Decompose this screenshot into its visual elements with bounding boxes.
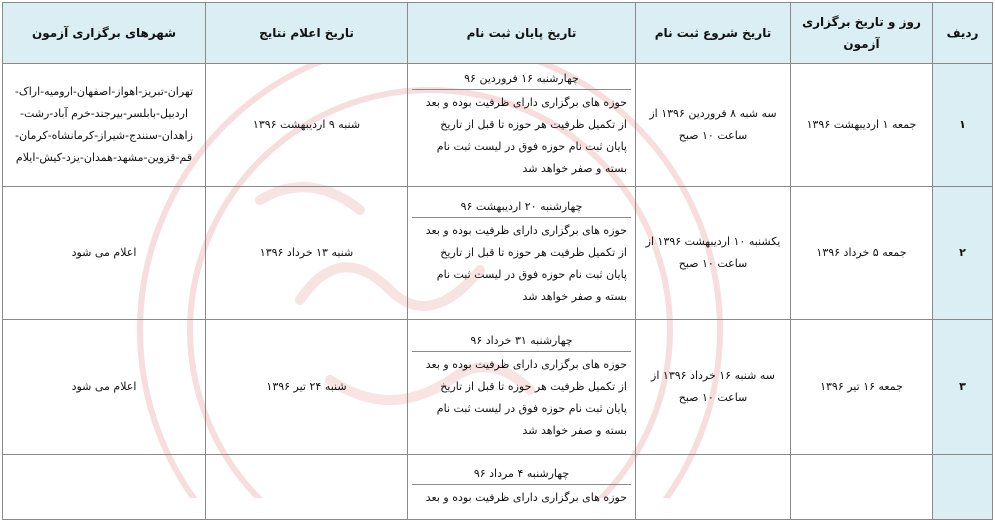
cities-cell: اعلام می شود xyxy=(3,320,206,455)
row-index xyxy=(933,455,993,520)
registration-start-cell: سه شبه ۸ فروردین ۱۳۹۶ از ساعت ۱۰ صبح xyxy=(636,64,791,187)
results-date-cell: شنبه ۹ اردیبهشت ۱۳۹۶ xyxy=(206,64,408,187)
results-date-cell: شنبه ۲۴ تیر ۱۳۹۶ xyxy=(206,320,408,455)
registration-start-cell xyxy=(636,455,791,520)
results-date-cell: شنبه ۱۳ خرداد ۱۳۹۶ xyxy=(206,187,408,320)
exam-date-cell: جمعه ۱ اردیبهشت ۱۳۹۶ xyxy=(791,64,933,187)
exam-schedule-table xyxy=(2,2,993,520)
results-date-cell xyxy=(206,455,408,520)
table-header-row xyxy=(3,3,993,64)
registration-start-cell: سه شنبه ۱۶ خرداد ۱۳۹۶ از ساعت ۱۰ صبح xyxy=(636,320,791,455)
row-index: ۳ xyxy=(933,320,993,455)
table-row xyxy=(3,455,993,520)
header-cities: شهرهای برگزاری آزمون xyxy=(3,3,206,64)
table-row xyxy=(3,64,993,187)
registration-end-cell xyxy=(408,455,636,520)
registration-end-cell xyxy=(408,187,636,320)
header-results-date: تاریخ اعلام نتایج xyxy=(206,3,408,64)
registration-end-date: چهارشنبه ۲۰ اردیبهشت ۹۶ xyxy=(412,197,631,218)
header-exam-date: روز و تاریخ برگزاری آزمون xyxy=(791,3,933,64)
row-index: ۲ xyxy=(933,187,993,320)
registration-end-cell xyxy=(408,320,636,455)
header-index: ردیف xyxy=(933,3,993,64)
header-registration-start: تاریخ شروع ثبت نام xyxy=(636,3,791,64)
exam-date-cell xyxy=(791,455,933,520)
registration-end-date: چهارشنبه ۴ مرداد ۹۶ xyxy=(412,464,631,485)
cities-cell xyxy=(3,455,206,520)
header-registration-end: تاریخ پایان ثبت نام xyxy=(408,3,636,64)
registration-end-note: حوزه های برگزاری دارای ظرفیت بوده و بعد xyxy=(425,490,627,504)
registration-end-note: حوزه های برگزاری دارای ظرفیت بوده و بعد از تکمیل ظرفیت هر حوزه تا قبل از تاریخ پایان ثبت نام حوزه فوق در لیست ثبت نام بسته و صفر خواهد شد xyxy=(425,223,627,303)
cities-cell: اعلام می شود xyxy=(3,187,206,320)
registration-end-note: حوزه های برگزاری دارای ظرفیت بوده و بعد از تکمیل ظرفیت هر حوزه تا قبل از تاریخ پایان ثبت نام حوزه فوق در لیست ثبت نام بسته و صفر خواهد شد xyxy=(425,357,627,437)
registration-end-note: حوزه های برگزاری دارای ظرفیت بوده و بعد از تکمیل ظرفیت هر حوزه تا قبل از تاریخ پایان ثبت نام حوزه فوق در لیست ثبت نام بسته و صفر خواهد شد xyxy=(425,95,627,175)
table-row xyxy=(3,320,993,455)
exam-date-cell: جمعه ۵ خرداد ۱۳۹۶ xyxy=(791,187,933,320)
exam-date-cell: جمعه ۱۶ تیر ۱۳۹۶ xyxy=(791,320,933,455)
registration-end-date: چهارشنبه ۳۱ خرداد ۹۶ xyxy=(412,331,631,352)
registration-start-cell: یکشنبه ۱۰ اردیبهشت ۱۳۹۶ از ساعت ۱۰ صبح xyxy=(636,187,791,320)
registration-end-date: چهارشنبه ۱۶ فروردین ۹۶ xyxy=(412,69,631,90)
cities-cell: تهران-تبریز-اهواز-اصفهان-ارومیه-اراک-اردبیل-بابلسر-بیرجند-خرم آباد-رشت-زاهدان-سنندج-شیراز-کرمانشاه-کرمان-قم-قزوین-مشهد-همدان-یزد-کیش-ایلام xyxy=(3,64,206,187)
registration-end-cell xyxy=(408,64,636,187)
row-index: ۱ xyxy=(933,64,993,187)
table-row xyxy=(3,187,993,320)
